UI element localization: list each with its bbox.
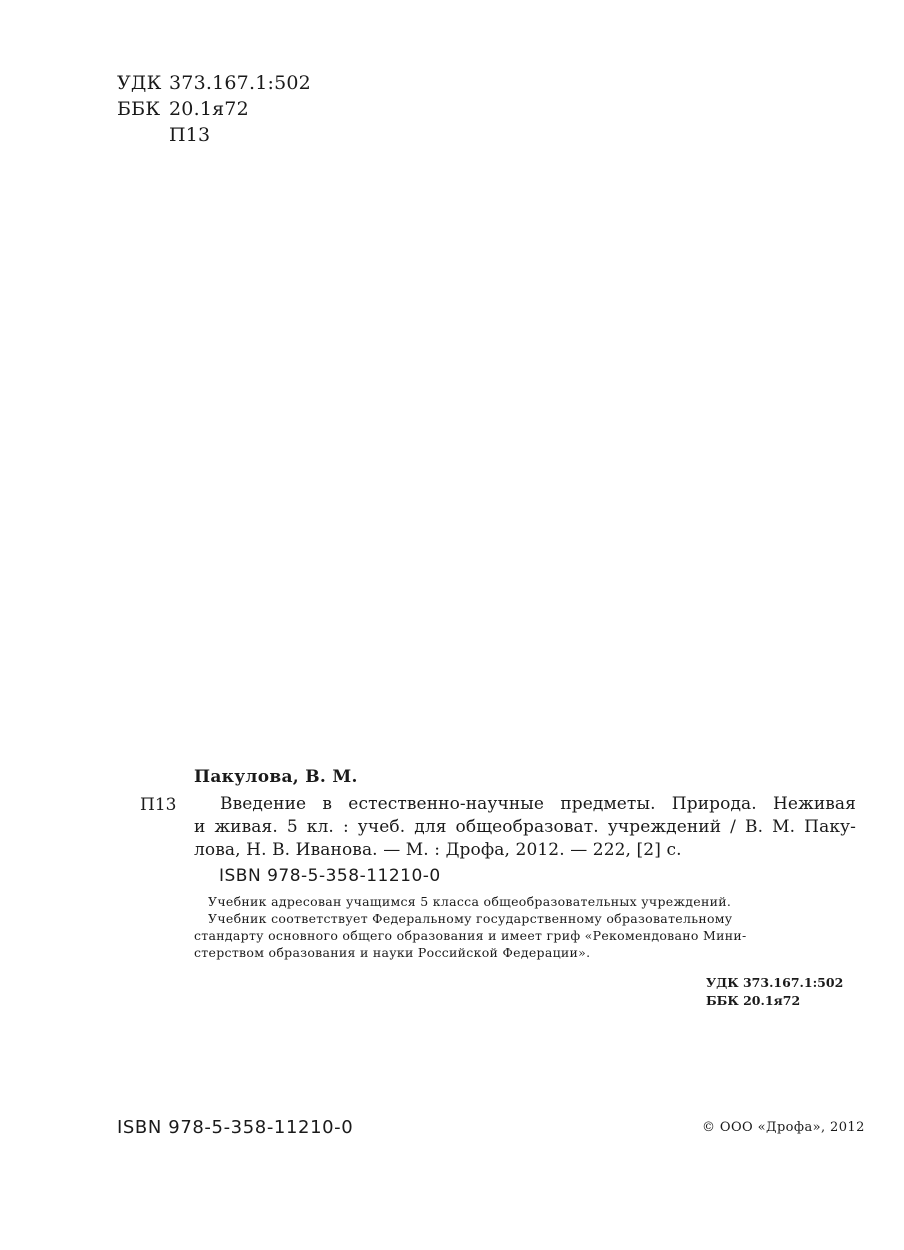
description-line: Введение в естественно-научные предметы. Природа. Неживая (220, 794, 856, 814)
card-description (194, 793, 856, 862)
udk-value: 373.167.1:502 (169, 72, 311, 94)
udk-label: УДК (117, 72, 162, 94)
annotation-line: стандарту основного общего образования и имеет гриф «Рекомендовано Мини- (194, 928, 747, 943)
annotation-line: Учебник адресован учащимся 5 класса общеобразовательных учреждений. (208, 894, 732, 909)
annotation-line: Учебник соответствует Федеральному государственному образовательному (208, 911, 733, 926)
card-udk: УДК 373.167.1:502 (706, 975, 844, 990)
bbk-value: 20.1я72 (169, 98, 249, 120)
description-line: и живая. 5 кл. : учеб. для общеобразоват. учреждений / В. М. Паку- (194, 817, 856, 837)
card-author: Пакулова, В. М. (194, 767, 358, 787)
udk-line (117, 71, 311, 95)
description-line: лова, Н. В. Иванова. — М. : Дрофа, 2012. — 222, [2] с. (194, 840, 682, 860)
card-codes (706, 974, 843, 1010)
card-index-code: П13 (140, 795, 177, 815)
annotation-line: стерством образования и науки Российской Федерации». (194, 945, 591, 960)
card-bbk: ББК 20.1я72 (706, 993, 801, 1008)
footer-isbn: ISBN 978-5-358-11210-0 (117, 1117, 354, 1138)
footer-copyright: © ООО «Дрофа», 2012 (702, 1120, 865, 1135)
bbk-label: ББК (117, 98, 161, 120)
card-annotation (194, 893, 856, 961)
bbk-line (117, 97, 249, 121)
author-mark: П13 (169, 124, 211, 146)
card-isbn: ISBN 978-5-358-11210-0 (219, 866, 441, 886)
